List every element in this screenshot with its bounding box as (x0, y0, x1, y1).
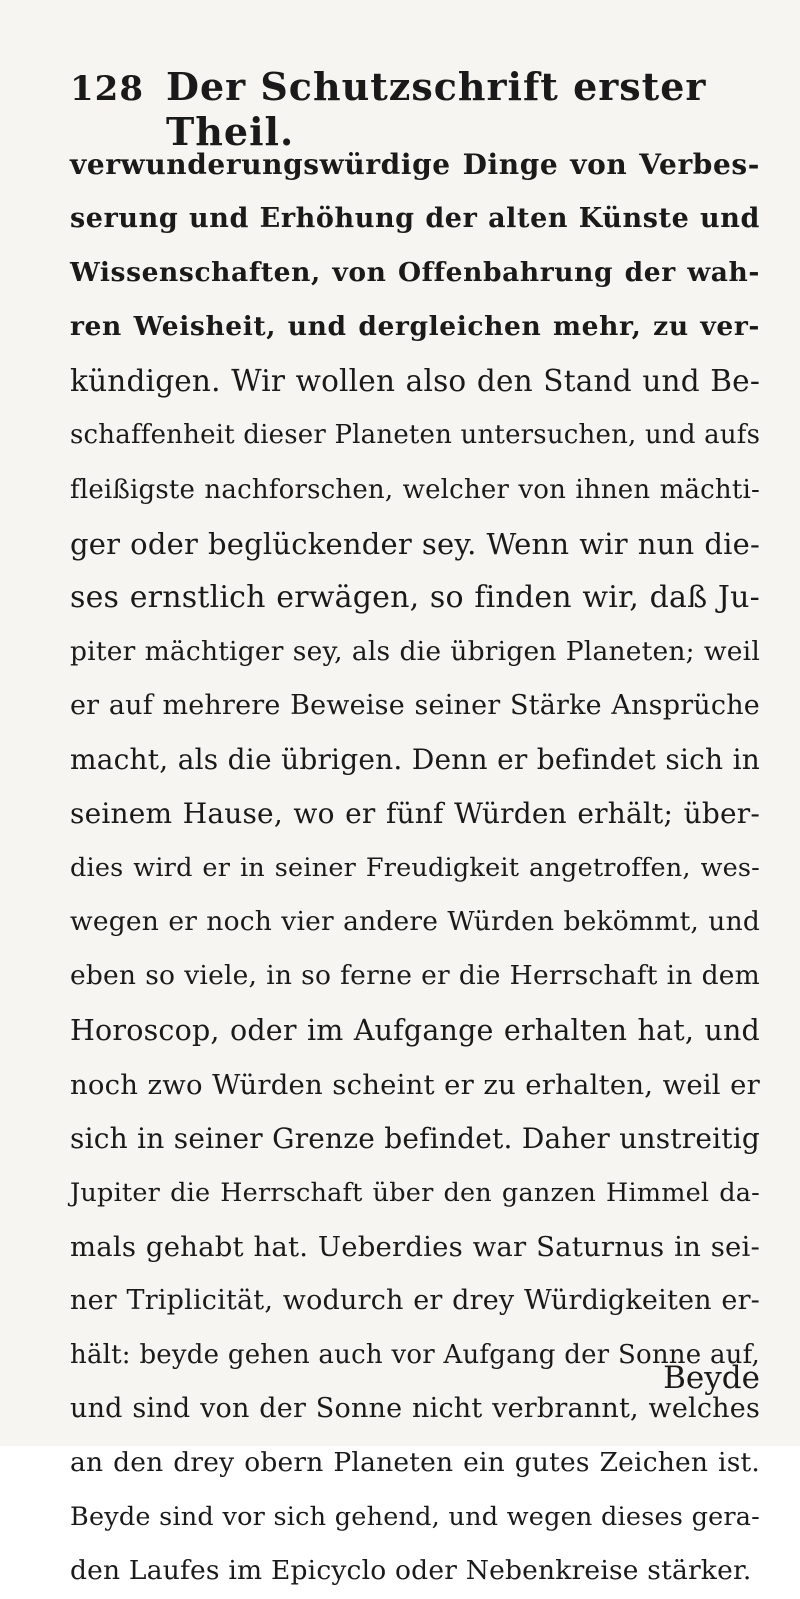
text-line: eben so viele, in so ferne er die Herrschaft in dem (70, 960, 760, 992)
text-line: verwunderungswürdige Dinge von Verbes- (70, 148, 760, 181)
text-line: piter mächtiger sey, als die übrigen Planeten; weil (70, 635, 760, 667)
text-line: ren Weisheit, und dergleichen mehr, zu ver- (70, 311, 760, 343)
page-number: 128 (70, 69, 144, 109)
page-header (70, 64, 750, 154)
text-line: er auf mehrere Beweise seiner Stärke Ansprüche (70, 689, 760, 721)
text-line: kündigen. Wir wollen also den Stand und Be- (70, 364, 760, 399)
text-line: hält: beyde gehen auch vor Aufgang der Sonne auf, (70, 1340, 760, 1371)
catchword: Beyde (663, 1360, 760, 1396)
text-line: Horoscop, oder im Aufgange erhalten hat, und (70, 1013, 760, 1047)
text-line: Jupiter die Herrschaft über den ganzen Himmel da- (70, 1177, 760, 1208)
text-line: ger oder beglückender sey. Wenn wir nun die- (70, 526, 760, 561)
text-line: dies wird er in seiner Freudigkeit angetroffen, wes- (70, 853, 760, 884)
text-line: und sind von der Sonne nicht verbrannt, welches (70, 1393, 760, 1425)
text-line: sich in seiner Grenze befindet. Daher unstreitig (70, 1121, 760, 1155)
text-line: an den drey obern Planeten ein gutes Zeichen ist. (70, 1447, 760, 1479)
body-text (70, 138, 760, 1599)
text-line: macht, als die übrigen. Denn er befindet sich in (70, 743, 760, 777)
text-line: seinem Hause, wo er fünf Würden erhält; über- (70, 797, 760, 831)
text-line: ses ernstlich erwägen, so finden wir, daß Ju- (70, 579, 760, 615)
text-line: Wissenschaften, von Offenbahrung der wah- (70, 257, 760, 289)
text-line: wegen er noch vier andere Würden bekömmt, und (70, 906, 760, 938)
text-line: fleißigste nachforschen, welcher von ihnen mächti- (70, 474, 760, 505)
text-line: den Laufes im Epicyclo oder Nebenkreise stärker. (70, 1555, 752, 1587)
running-head: Der Schutzschrift erster Theil. (165, 64, 707, 154)
text-line: schaffenheit dieser Planeten untersuchen, und aufs (70, 420, 761, 451)
text-line: mals gehabt hat. Ueberdies war Saturnus in sei- (70, 1230, 760, 1263)
text-line: Beyde sind vor sich gehend, und wegen dieses gera- (70, 1502, 760, 1533)
text-line: serung und Erhöhung der alten Künste und (70, 203, 760, 235)
text-line: ner Triplicität, wodurch er drey Würdigkeiten er- (70, 1284, 760, 1316)
text-line: noch zwo Würden scheint er zu erhalten, weil er (70, 1068, 760, 1101)
